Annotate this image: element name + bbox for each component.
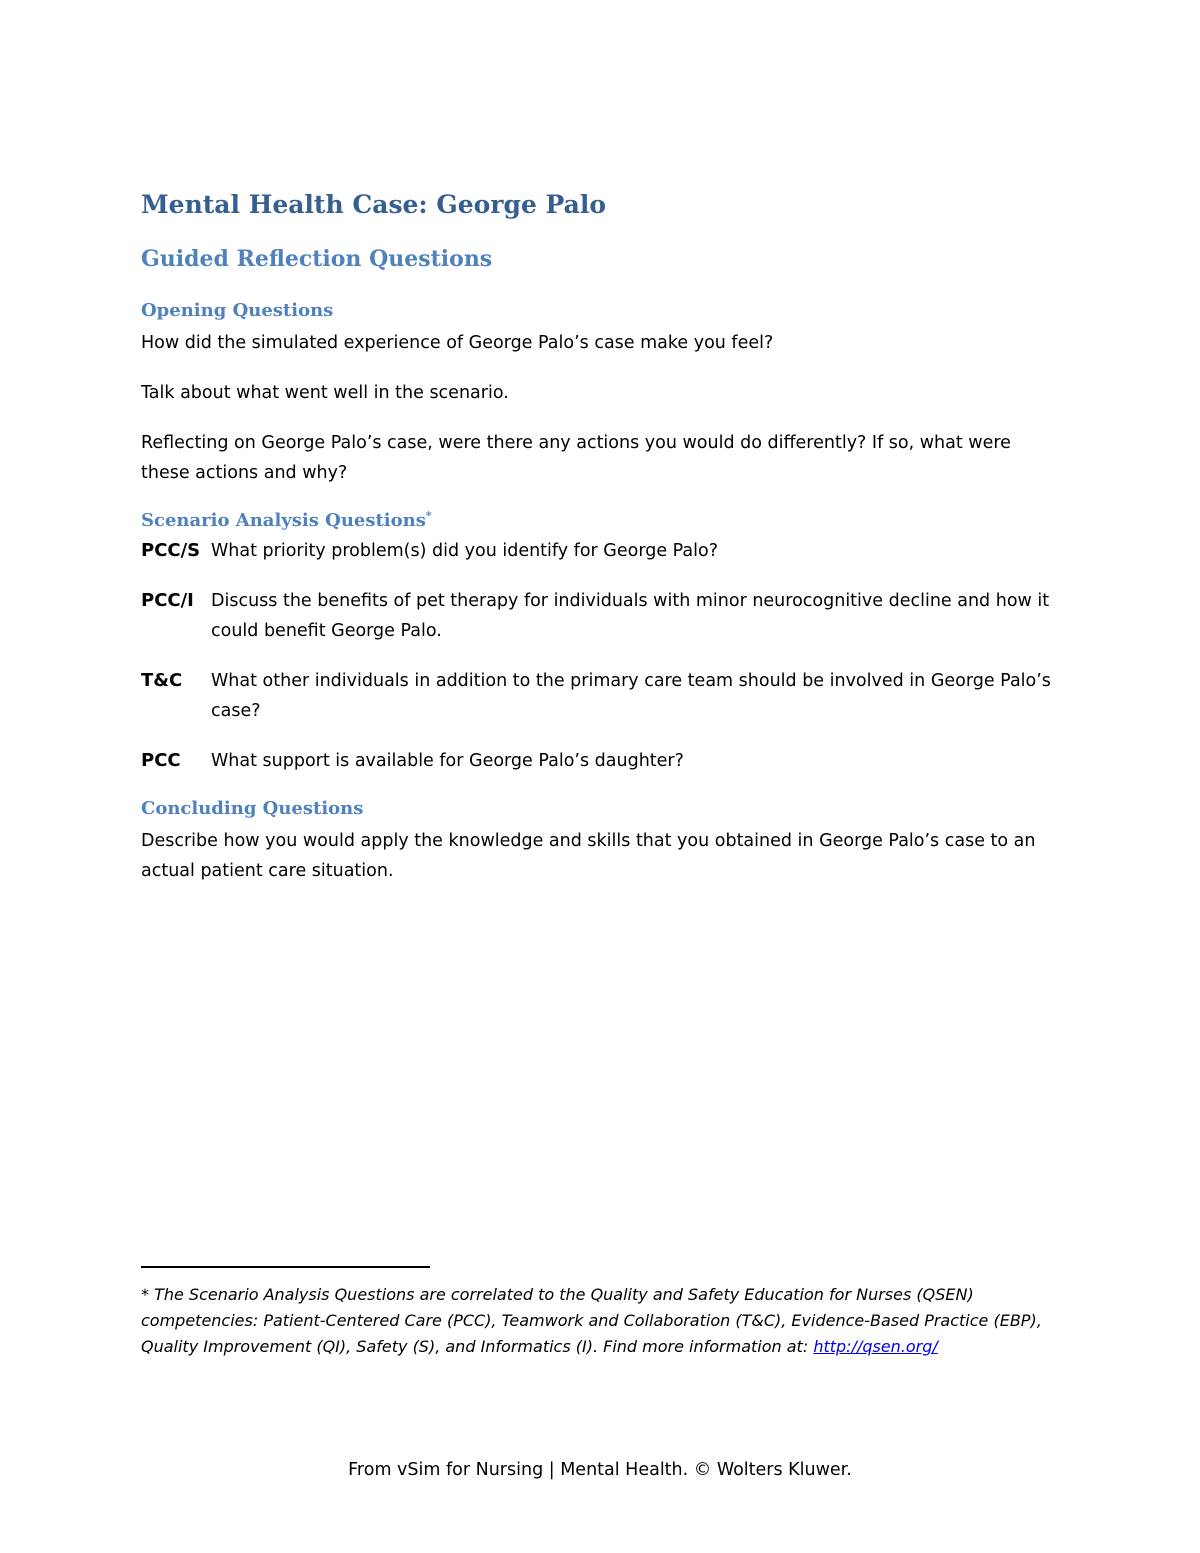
concluding-questions-heading: Concluding Questions (141, 798, 364, 819)
qsen-link[interactable]: http://qsen.org/ (813, 1337, 938, 1356)
scenario-heading-text: Scenario Analysis Questions (141, 510, 426, 531)
page-title: Mental Health Case: George Palo (141, 190, 607, 219)
competency-code: PCC/S (141, 540, 201, 561)
scenario-question-text: Discuss the benefits of pet therapy for individuals with minor neurocognitive decline and how it could benefit George Palo. (211, 591, 1050, 641)
opening-question-2: Talk about what went well in the scenario. (141, 383, 509, 403)
page-footer: From vSim for Nursing | Mental Health. © Wolters Kluwer. (348, 1460, 852, 1480)
footnote (141, 1282, 1066, 1360)
scenario-questions-heading (141, 509, 432, 531)
scenario-question-text: What priority problem(s) did you identify for George Palo? (211, 541, 719, 561)
footnote-separator (141, 1266, 430, 1268)
concluding-question-1: Describe how you would apply the knowledge and skills that you obtained in George Palo’s case to an actual patient care situation. (141, 831, 1036, 881)
scenario-question-text: What other individuals in addition to the primary care team should be involved in George Palo’s case? (211, 671, 1051, 721)
footnote-marker: * (141, 1285, 149, 1304)
competency-code: PCC (141, 750, 181, 771)
footnote-reference[interactable]: * (425, 509, 432, 522)
competency-code: T&C (141, 670, 183, 691)
opening-questions-heading: Opening Questions (141, 300, 334, 321)
opening-question-3: Reflecting on George Palo’s case, were there any actions you would do differently? If so, what were these actions and why? (141, 433, 1011, 483)
opening-question-1: How did the simulated experience of George Palo’s case make you feel? (141, 333, 774, 353)
competency-code: PCC/I (141, 590, 194, 611)
footnote-text: The Scenario Analysis Questions are correlated to the Quality and Safety Education for Nurses (QSEN) competencies: Patient-Centered Care (PCC), Teamwork and Collaboration (T&C), Evidence-Based Practice (EBP), Quality Improvement (QI), Safety (S), and Informatics (I). Find more information at: (141, 1285, 1042, 1356)
scenario-question-text: What support is available for George Palo’s daughter? (211, 751, 684, 771)
page-subtitle: Guided Reflection Questions (141, 246, 493, 272)
